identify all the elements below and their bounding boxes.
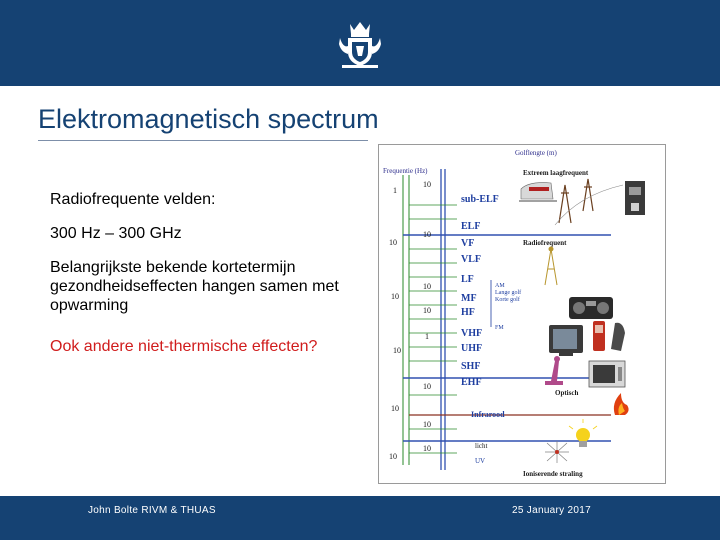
title-underline: [38, 140, 368, 141]
footer-author: John Bolte RIVM & THUAS: [88, 505, 216, 516]
category-elf: Extreem laagfrequent: [523, 169, 589, 177]
fire-icon: [614, 393, 629, 415]
bullet-effects: Belangrijkste bekende kortetermijn gezondheidseffecten hangen samen met opwarming: [50, 259, 339, 314]
freq-tick: 1: [393, 186, 397, 195]
category-ioniserend: Ioniserende straling: [523, 470, 583, 478]
band-vf: VF: [461, 238, 475, 249]
footer-date: 25 January 2017: [512, 505, 592, 516]
bullet-question: Ook andere niet-thermische effecten?: [50, 338, 318, 355]
wavelength-tick: 10: [423, 306, 431, 315]
freq-tick: 10: [389, 452, 397, 461]
band-lf: LF: [461, 274, 474, 285]
short-wave-label: Korte golf: [495, 297, 520, 303]
television-icon: [549, 325, 583, 356]
frequency-axis-label: Frequentie (Hz): [383, 167, 428, 175]
radiation-burst-icon: [545, 441, 569, 463]
microwave-icon: [589, 361, 625, 387]
band-uv: UV: [475, 457, 486, 465]
band-elf: ELF: [461, 221, 481, 232]
microscope-icon: [545, 356, 563, 385]
spectrum-diagram: [379, 145, 665, 483]
fm-label: FM: [495, 325, 504, 331]
wavelength-tick: 10: [423, 230, 431, 239]
wavelength-tick: 10: [423, 180, 431, 189]
wavelength-tick: 10: [423, 420, 431, 429]
band-sub-elf: sub-ELF: [461, 194, 499, 205]
radio-mast-icon: [545, 247, 557, 285]
train-icon: [519, 183, 557, 201]
freq-tick: 10: [389, 238, 397, 247]
band-mf: MF: [461, 293, 477, 304]
freq-tick: 10: [391, 292, 399, 301]
mobile-phone-icon: [593, 321, 625, 351]
wavelength-tick: 10: [423, 444, 431, 453]
band-infrarood: Infrarood: [471, 410, 505, 419]
boombox-icon: [569, 297, 613, 319]
band-hf: HF: [461, 307, 475, 318]
am-label: AM: [495, 283, 505, 289]
coffee-machine-icon: [625, 181, 645, 215]
band-ehf: EHF: [461, 377, 482, 388]
footer-bar: [0, 496, 720, 540]
coat-of-arms-icon: [336, 18, 384, 70]
light-bulb-icon: [569, 419, 597, 447]
bullet-list: [50, 190, 370, 371]
slide-title: Elektromagnetisch spectrum: [38, 104, 379, 134]
band-licht: licht: [475, 442, 488, 450]
band-vlf: VLF: [461, 254, 481, 265]
bullet-range: 300 Hz – 300 GHz: [50, 225, 182, 242]
freq-tick: 10: [391, 404, 399, 413]
wavelength-tick: 10: [423, 282, 431, 291]
category-radiofrequent: Radiofrequent: [523, 239, 567, 247]
freq-tick: 10: [393, 346, 401, 355]
wavelength-axis-label: Golflengte (m): [515, 149, 557, 157]
wavelength-tick: 1: [425, 332, 429, 341]
band-shf: SHF: [461, 361, 481, 372]
band-uhf: UHF: [461, 343, 483, 354]
category-optisch: Optisch: [555, 389, 579, 397]
wavelength-tick: 10: [423, 382, 431, 391]
band-vhf: VHF: [461, 328, 483, 339]
bullet-radiofrequent: Radiofrequente velden:: [50, 191, 216, 208]
header-bar: [0, 0, 720, 86]
power-pylon-icon: [555, 179, 623, 225]
spectrum-figure: [378, 144, 666, 484]
long-wave-label: Lange golf: [495, 290, 522, 296]
